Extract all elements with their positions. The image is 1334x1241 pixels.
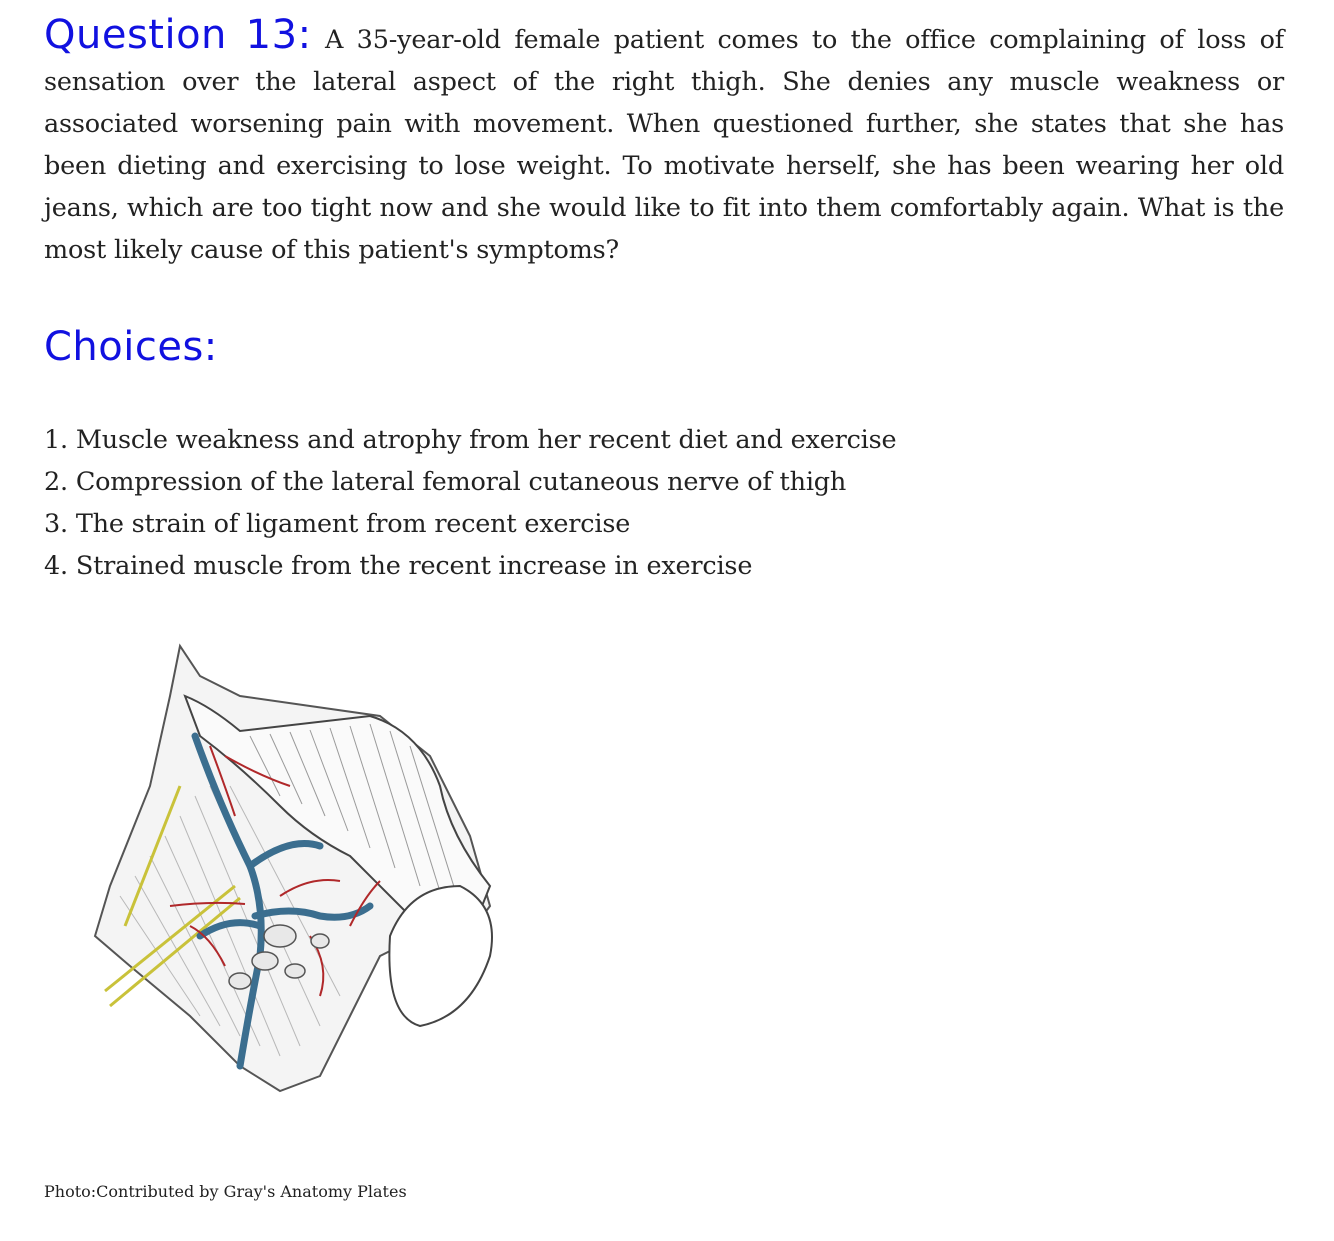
choices-heading: Choices:: [44, 324, 218, 370]
anatomy-drawing: [50, 636, 520, 1096]
question-page: [44, 14, 1284, 587]
choice-4[interactable]: 4. Strained muscle from the recent increase in exercise: [44, 551, 753, 581]
figure-caption: Photo:Contributed by Gray's Anatomy Plates: [44, 1182, 407, 1201]
question-block: [44, 14, 1284, 271]
choice-list: [44, 419, 1284, 587]
choice-1[interactable]: 1. Muscle weakness and atrophy from her recent diet and exercise: [44, 425, 897, 455]
question-label: Question 13:: [44, 12, 312, 58]
choice-2[interactable]: 2. Compression of the lateral femoral cutaneous nerve of thigh: [44, 467, 847, 497]
choice-3[interactable]: 3. The strain of ligament from recent exercise: [44, 509, 631, 539]
question-text: A 35-year-old female patient comes to the office complaining of loss of sensation over the lateral aspect of the right thigh. She denies any muscle weakness or associated worsening pain with movement. When questioned further, she states that she has been dieting and exercising to lose weight. To motivate herself, she has been wearing her old jeans, which are too tight now and she would like to fit into them comfortably again. What is the most likely cause of this patient's symptoms?: [44, 25, 1284, 265]
anatomy-illustration: [50, 636, 520, 1096]
